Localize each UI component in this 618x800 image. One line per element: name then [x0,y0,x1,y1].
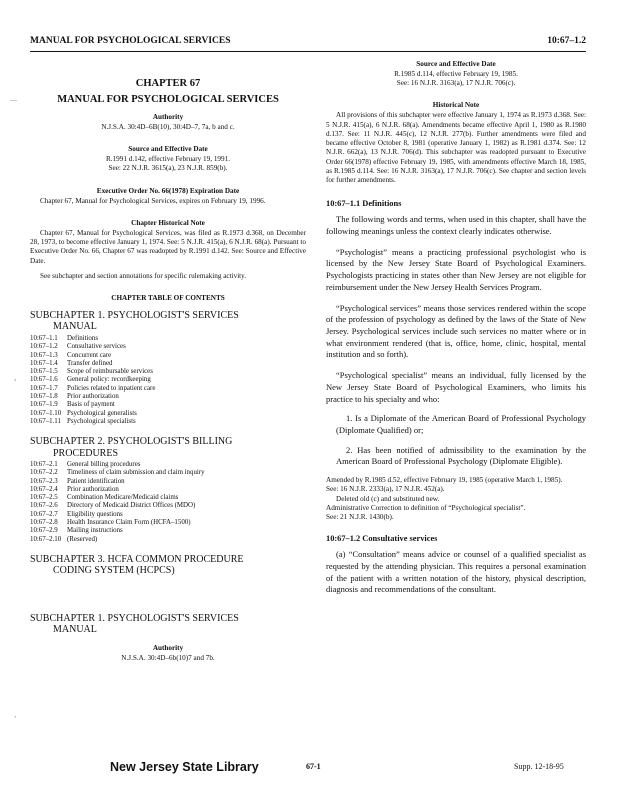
executive-order-text: Chapter 67, Manual for Psychological Services, expires on February 19, 1996. [40,196,266,205]
running-header [30,36,586,50]
toc-entry-label: Health Insurance Claim Form (HCFA–1500) [67,519,191,527]
subchapter-1-heading: SUBCHAPTER 1. PSYCHOLOGIST'S SERVICES MANUAL [30,309,239,333]
toc-entry-label: Basis of payment [67,401,115,409]
library-stamp: New Jersey State Library [110,760,259,774]
toc-entry [30,494,205,502]
subchapter-1-start-heading: SUBCHAPTER 1. PSYCHOLOGIST'S SERVICES MANUAL [30,612,239,636]
subchapter-2-toc [30,461,205,544]
toc-entry-label: Directory of Medicaid District Offices (MDO) [67,502,196,510]
toc-entry-number: 10:67–2.10 [30,535,62,543]
definitions-intro: The following words and terms, when used in this chapter, shall have the following meanings unless the context clearly indicates otherwise. [326,214,586,236]
amendment-note-5: See: 21 N.J.R. 1430(b). [326,513,394,521]
toc-entry-label: Mailing instructions [67,527,123,535]
subchapter-1-authority-text: N.J.S.A. 30:4D–6b(10)7 and 7b. [121,653,215,662]
toc-entry-number: 10:67–2.4 [30,485,58,493]
definition-psychological-services: “Psychological services” means those services rendered within the scope of the profession of psychology as defined by the laws of the State of New Jersey. Psychological services include such services no matter where or in what environment rendered (that is, office, home, clinic, hospital, mental institution and so forth). [326,302,586,360]
toc-entry-number: 10:67–2.8 [30,519,58,527]
toc-entry-label: Prior authorization [67,485,119,493]
toc-entry-number: 10:67–1.8 [30,392,58,400]
subchapter-source-heading: Source and Effective Date [416,60,496,68]
section-1-2-heading: 10:67–1.2 Consultative services [326,534,438,544]
source-text-1: R.1991 d.142, effective February 19, 1991. [105,155,231,164]
toc-entry-label: Psychological generalists [67,409,137,417]
toc-entry-number: 10:67–1.11 [30,417,61,425]
page-number: 67-1 [306,762,321,771]
section-1-1-heading: 10:67–1.1 Definitions [326,199,402,209]
specialist-criterion-2: 2. Has been notified of admissibility to the examination by the American Board of Professional Psychology (Diplomate Eligible). [336,444,586,467]
see-annotations-text: See subchapter and section annotations for specific rulemaking activity. [40,271,247,280]
toc-entry-number: 10:67–1.10 [30,409,62,417]
toc-entry-label: Timeliness of claim submission and claim inquiry [67,469,205,477]
toc-entry-label: Prior authorization [67,392,119,400]
scan-mark: ’ [14,715,17,723]
subchapter-source-text-2: See: 16 N.J.R. 3163(a), 17 N.J.R. 706(c). [396,79,516,88]
toc-entry-label: Psychological specialists [67,417,136,425]
toc-entry [30,360,155,368]
toc-entry-number: 10:67–2.9 [30,527,58,535]
toc-entry-number: 10:67–2.1 [30,461,58,469]
toc-entry-number: 10:67–2.7 [30,510,58,518]
toc-entry [30,385,155,393]
toc-entry-label: Eligibility questions [67,510,123,518]
toc-entry [30,368,155,376]
toc-heading: CHAPTER TABLE OF CONTENTS [111,293,225,302]
toc-entry [30,519,205,527]
toc-entry-label: Patient identification [67,477,125,485]
subchapter-1-toc [30,335,155,426]
toc-entry-number: 10:67–1.5 [30,368,58,376]
source-heading: Source and Effective Date [128,145,208,154]
amendment-note-3: Deleted old (c) and substituted new. [336,494,440,503]
consultation-definition: (a) “Consultation” means advice or counsel of a qualified specialist as requested by the attending physician. This requires a personal examination of the patient with a written notation of the history, physical description, diagnosis and recommendations of the consultant. [326,549,586,595]
scan-mark: — [10,96,17,104]
toc-entry [30,469,205,477]
toc-entry [30,343,155,351]
historical-note-text: All provisions of this subchapter were effective January 1, 1974 as R.1973 d.368. See: 5 N.J.R. 415(a), 6 N.J.R. 68(a). Amendments became effective April 1, 1980 as R.1980 d.137. See: 11 N.J.R. 445(c), 12 N.J.R. 277(b). Further amendments were filed and became effective October 8, 1981 (operative January 1, 1982) as R.1981 d.374. See: 12 N.J.R. 662(a), 13 N.J.R. 706(d). This subchapter was readopted pursuant to Executive Order 66(1978) effective February 19, 1985, with amendments effective March 18, 1985, as R.1985 d.114. See: 16 N.J.R. 3163(a), 17 N.J.R. 706(c). See chapter and section levels for further amendments. [326,111,586,184]
right-column [326,60,586,596]
supplement-date: Supp. 12-18-95 [514,762,564,771]
subchapter-3-heading: SUBCHAPTER 3. HCFA COMMON PROCEDURE CODING SYSTEM (HCPCS) [30,553,244,577]
toc-entry-number: 10:67–2.3 [30,477,58,485]
chapter-title: MANUAL FOR PSYCHOLOGICAL SERVICES [57,94,279,105]
toc-entry-label: General policy: recordkeeping [67,376,151,384]
amendment-note-4: Administrative Correction to definition of “Psychological specialist”. [326,503,526,512]
left-column [30,60,306,663]
definition-psychological-specialist: “Psychological specialist” means an individual, fully licensed by the New Jersey State Board of Psychological Examiners, who limits his practice to his specialty and who: [326,370,586,404]
toc-entry-number: 10:67–1.6 [30,376,58,384]
toc-entry-label: General billing procedures [67,461,141,469]
definition-psychologist: “Psychologist” means a practicing professional psychologist who is licensed by the New Jersey State Board of Psychological Examiners. Psychologists practicing in states other than New Jersey are not eligible for reimbursement under the New Jersey Health Services Program. [326,246,586,292]
source-text-2: See: 22 N.J.R. 3615(a), 23 N.J.R. 859(b). [108,164,228,173]
toc-entry-label: Scope of reimbursable services [67,368,153,376]
toc-entry [30,486,205,494]
toc-entry-number: 10:67–2.2 [30,469,58,477]
toc-entry [30,376,155,384]
toc-entry-number: 10:67–1.4 [30,359,58,367]
toc-entry-label: (Reserved) [67,535,98,543]
toc-entry-label: Combination Medicare/Medicaid claims [67,494,179,502]
toc-entry-label: Policies related to inpatient care [67,384,156,392]
toc-entry [30,527,205,535]
authority-text: N.J.S.A. 30:4D–6B(10), 30:4D–7, 7a, b and c. [101,123,235,131]
toc-entry [30,511,205,519]
toc-entry [30,410,155,418]
toc-entry-number: 10:67–1.3 [30,351,58,359]
toc-entry [30,418,155,426]
historical-note-heading: Historical Note [432,101,480,110]
toc-entry [30,335,155,343]
toc-entry [30,502,205,510]
authority-heading: Authority [152,113,184,121]
toc-entry-label: Definitions [67,334,99,342]
toc-entry-number: 10:67–1.1 [30,334,58,342]
header-section-number: 10:67–1.2 [547,36,586,46]
subchapter-1-authority-heading: Authority [152,643,184,652]
toc-entry-number: 10:67–1.2 [30,343,58,351]
toc-entry-label: Transfer defined [67,359,113,367]
toc-entry-label: Consultative services [67,343,126,351]
toc-entry [30,352,155,360]
subchapter-source-text-1: R.1985 d.114, effective February 19, 1985. [394,70,518,78]
amendment-note-2: See: 16 N.J.R. 2333(a), 17 N.J.R. 452(a). [326,485,445,494]
toc-entry-number: 10:67–2.6 [30,502,58,510]
chapter-historical-note-heading: Chapter Historical Note [131,218,205,227]
toc-entry [30,401,155,409]
executive-order-heading: Executive Order No. 66(1978) Expiration Date [96,186,240,195]
toc-entry [30,536,205,544]
amendment-note-1: Amended by R.1985 d.52, effective February 19, 1985 (operative March 1, 1985). [326,476,563,485]
toc-entry-number: 10:67–1.9 [30,401,58,409]
subchapter-2-heading: SUBCHAPTER 2. PSYCHOLOGIST'S BILLING PROCEDURES [30,436,233,459]
page-footer [0,760,618,784]
toc-entry-label: Concurrent care [67,351,112,359]
toc-entry-number: 10:67–1.7 [30,384,58,392]
scan-mark: ‹ [14,376,17,384]
header-title: MANUAL FOR PSYCHOLOGICAL SERVICES [30,36,231,46]
toc-entry [30,478,205,486]
toc-entry [30,461,205,469]
header-rule [30,51,586,52]
specialist-criterion-1: 1. Is a Diplomate of the American Board of Professional Psychology (Diplomate Qualified) or; [336,413,586,435]
toc-entry-number: 10:67–2.5 [30,494,58,502]
chapter-number: CHAPTER 67 [135,78,201,89]
toc-entry [30,393,155,401]
chapter-historical-note-text: Chapter 67, Manual for Psychological Services, was filed as R.1973 d.368, on December 28, 1973, to become effective January 1, 1974. See: 5 N.J.R. 415(a), 6 N.J.R. 68(a). Pursuant to Executive Order No. 66, Chapter 67 was readopted by R.1991 d.142. See: Source and Effective Date. [30,228,306,265]
